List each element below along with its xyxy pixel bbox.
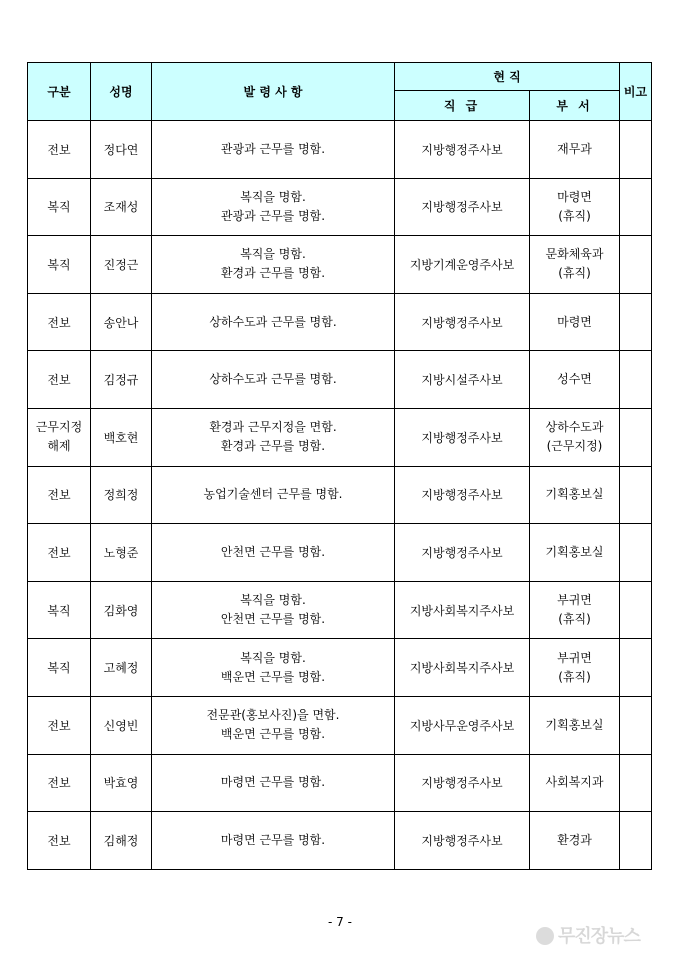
row-category bbox=[28, 581, 91, 639]
category-line: 복직 bbox=[47, 661, 71, 676]
order-line: 농업기술센터 근무를 명함. bbox=[203, 487, 343, 502]
row-note bbox=[620, 351, 652, 409]
row-name: 백호현 bbox=[91, 408, 152, 466]
department-line: 사회복지과 bbox=[545, 775, 604, 790]
row-name: 조재성 bbox=[91, 178, 152, 236]
order-line: 전문관(홍보사진)을 면함. bbox=[206, 708, 340, 723]
row-department bbox=[530, 121, 620, 179]
row-position: 지방기계운영주사보 bbox=[395, 236, 530, 294]
row-order bbox=[152, 754, 395, 812]
header-current: 현 직 bbox=[395, 63, 620, 91]
row-name: 송안나 bbox=[91, 293, 152, 351]
order-line: 안천면 근무를 명함. bbox=[220, 612, 326, 627]
row-category bbox=[28, 351, 91, 409]
order-line: 복직을 명함. bbox=[240, 593, 306, 608]
order-line: 마령면 근무를 명함. bbox=[220, 832, 326, 847]
row-name: 박효영 bbox=[91, 754, 152, 812]
category-line: 전보 bbox=[47, 545, 71, 560]
table-row bbox=[28, 178, 652, 236]
row-name: 진정근 bbox=[91, 236, 152, 294]
department-line: 상하수도과 bbox=[545, 420, 604, 435]
row-position: 지방행정주사보 bbox=[395, 178, 530, 236]
row-position: 지방사회복지주사보 bbox=[395, 581, 530, 639]
department-line: 문화체육과 bbox=[545, 247, 604, 262]
row-note bbox=[620, 754, 652, 812]
row-order bbox=[152, 293, 395, 351]
row-name: 고혜정 bbox=[91, 639, 152, 697]
order-line: 환경과 근무지정을 면함. bbox=[209, 420, 337, 435]
row-department bbox=[530, 293, 620, 351]
row-order bbox=[152, 581, 395, 639]
row-order bbox=[152, 178, 395, 236]
row-order bbox=[152, 408, 395, 466]
row-note bbox=[620, 466, 652, 524]
table-row bbox=[28, 524, 652, 582]
row-category bbox=[28, 293, 91, 351]
department-line: 환경과 bbox=[557, 832, 592, 847]
department-line: 마령면 bbox=[557, 189, 592, 204]
department-line: (휴직) bbox=[558, 266, 591, 281]
row-category bbox=[28, 121, 91, 179]
row-department bbox=[530, 524, 620, 582]
order-line: 관광과 근무를 명함. bbox=[220, 141, 326, 156]
department-line: 부귀면 bbox=[557, 593, 592, 608]
header-position: 직 급 bbox=[395, 91, 530, 121]
header-name: 성명 bbox=[91, 63, 152, 121]
row-note bbox=[620, 524, 652, 582]
row-note bbox=[620, 581, 652, 639]
header-note: 비고 bbox=[620, 63, 652, 121]
row-category bbox=[28, 408, 91, 466]
row-department bbox=[530, 236, 620, 294]
row-position: 지방행정주사보 bbox=[395, 293, 530, 351]
row-category bbox=[28, 524, 91, 582]
row-order bbox=[152, 121, 395, 179]
row-order bbox=[152, 236, 395, 294]
table-row bbox=[28, 639, 652, 697]
row-order bbox=[152, 524, 395, 582]
order-line: 상하수도과 근무를 명함. bbox=[209, 314, 337, 329]
row-order bbox=[152, 351, 395, 409]
row-note bbox=[620, 696, 652, 754]
header-order: 발 령 사 항 bbox=[152, 63, 395, 121]
row-name: 정다연 bbox=[91, 121, 152, 179]
row-category bbox=[28, 639, 91, 697]
department-line: (근무지정) bbox=[546, 439, 603, 454]
department-line: (휴직) bbox=[558, 612, 591, 627]
watermark-emblem-icon bbox=[536, 927, 554, 945]
row-position: 지방시설주사보 bbox=[395, 351, 530, 409]
department-line: 기획홍보실 bbox=[545, 487, 604, 502]
category-line: 전보 bbox=[47, 315, 71, 330]
row-position: 지방행정주사보 bbox=[395, 466, 530, 524]
department-line: 부귀면 bbox=[557, 650, 592, 665]
header-row bbox=[28, 63, 652, 91]
table-row bbox=[28, 812, 652, 870]
order-line: 관광과 근무를 명함. bbox=[220, 208, 326, 223]
order-line: 환경과 근무를 명함. bbox=[220, 266, 326, 281]
department-line: 기획홍보실 bbox=[545, 544, 604, 559]
table-row bbox=[28, 696, 652, 754]
row-category bbox=[28, 178, 91, 236]
table-row bbox=[28, 351, 652, 409]
table-row bbox=[28, 121, 652, 179]
order-line: 환경과 근무를 명함. bbox=[220, 439, 326, 454]
category-line: 전보 bbox=[47, 718, 71, 733]
table-row bbox=[28, 408, 652, 466]
row-name: 김정규 bbox=[91, 351, 152, 409]
category-line: 근무지정 bbox=[35, 420, 83, 435]
row-name: 정희정 bbox=[91, 466, 152, 524]
row-order bbox=[152, 639, 395, 697]
row-department bbox=[530, 581, 620, 639]
header-department: 부 서 bbox=[530, 91, 620, 121]
department-line: 재무과 bbox=[557, 141, 592, 156]
row-position: 지방사회복지주사보 bbox=[395, 639, 530, 697]
row-department bbox=[530, 639, 620, 697]
row-order bbox=[152, 812, 395, 870]
order-line: 복직을 명함. bbox=[240, 247, 306, 262]
row-order bbox=[152, 696, 395, 754]
row-note bbox=[620, 408, 652, 466]
department-line: (휴직) bbox=[558, 669, 591, 684]
page-number: - 7 - bbox=[328, 915, 352, 929]
header-category: 구분 bbox=[28, 63, 91, 121]
row-department bbox=[530, 466, 620, 524]
order-line: 복직을 명함. bbox=[240, 650, 306, 665]
order-line: 안천면 근무를 명함. bbox=[220, 544, 326, 559]
table-row bbox=[28, 293, 652, 351]
row-category bbox=[28, 696, 91, 754]
row-note bbox=[620, 236, 652, 294]
row-category bbox=[28, 466, 91, 524]
row-position: 지방행정주사보 bbox=[395, 524, 530, 582]
category-line: 전보 bbox=[47, 142, 71, 157]
row-department bbox=[530, 754, 620, 812]
watermark-logo bbox=[536, 922, 640, 948]
department-line: 기획홍보실 bbox=[545, 717, 604, 732]
row-note bbox=[620, 121, 652, 179]
row-name: 김화영 bbox=[91, 581, 152, 639]
row-note bbox=[620, 639, 652, 697]
row-category bbox=[28, 754, 91, 812]
category-line: 복직 bbox=[47, 257, 71, 272]
department-line: (휴직) bbox=[558, 208, 591, 223]
row-category bbox=[28, 236, 91, 294]
order-line: 복직을 명함. bbox=[240, 189, 306, 204]
row-note bbox=[620, 293, 652, 351]
row-department bbox=[530, 178, 620, 236]
row-position: 지방행정주사보 bbox=[395, 812, 530, 870]
row-category bbox=[28, 812, 91, 870]
row-position: 지방행정주사보 bbox=[395, 121, 530, 179]
department-line: 마령면 bbox=[557, 314, 592, 329]
row-position: 지방행정주사보 bbox=[395, 408, 530, 466]
row-position: 지방행정주사보 bbox=[395, 754, 530, 812]
row-name: 김해정 bbox=[91, 812, 152, 870]
appointment-table bbox=[27, 62, 652, 870]
category-line: 전보 bbox=[47, 373, 71, 388]
category-line: 전보 bbox=[47, 488, 71, 503]
row-department bbox=[530, 812, 620, 870]
row-department bbox=[530, 408, 620, 466]
department-line: 성수면 bbox=[557, 372, 592, 387]
row-note bbox=[620, 178, 652, 236]
row-department bbox=[530, 696, 620, 754]
table-row bbox=[28, 581, 652, 639]
order-line: 마령면 근무를 명함. bbox=[220, 775, 326, 790]
row-name: 노형준 bbox=[91, 524, 152, 582]
category-line: 복직 bbox=[47, 200, 71, 215]
order-line: 상하수도과 근무를 명함. bbox=[209, 372, 337, 387]
category-line: 전보 bbox=[47, 833, 71, 848]
order-line: 백운면 근무를 명함. bbox=[220, 727, 326, 742]
row-order bbox=[152, 466, 395, 524]
watermark-text: 무진장뉴스 bbox=[558, 926, 640, 947]
category-line: 전보 bbox=[47, 776, 71, 791]
category-line: 해제 bbox=[47, 439, 71, 454]
order-line: 백운면 근무를 명함. bbox=[220, 669, 326, 684]
table-body bbox=[28, 121, 652, 870]
row-name: 신영빈 bbox=[91, 696, 152, 754]
table-row bbox=[28, 466, 652, 524]
row-position: 지방사무운영주사보 bbox=[395, 696, 530, 754]
row-department bbox=[530, 351, 620, 409]
category-line: 복직 bbox=[47, 603, 71, 618]
row-note bbox=[620, 812, 652, 870]
table-row bbox=[28, 236, 652, 294]
table-row bbox=[28, 754, 652, 812]
